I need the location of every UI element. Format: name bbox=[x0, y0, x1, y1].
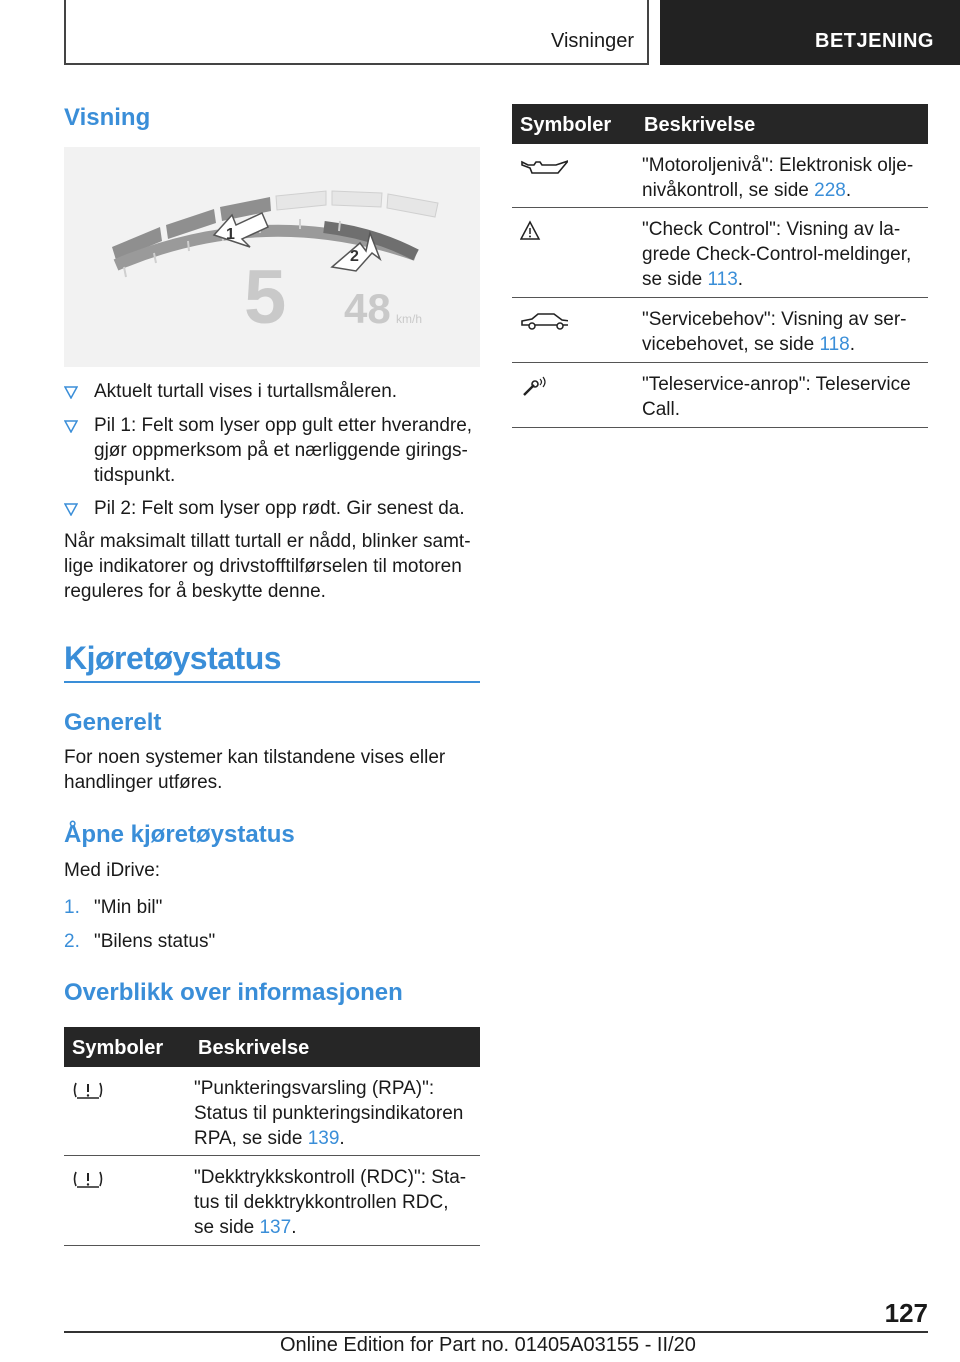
table-header bbox=[512, 104, 928, 144]
tire-pressure-warning-icon bbox=[72, 1168, 120, 1190]
page-link[interactable]: 118 bbox=[819, 334, 850, 355]
page-link[interactable]: 228 bbox=[814, 180, 846, 201]
bullet-text: Pil 2: Felt som lyser opp rødt. Gir senest da. bbox=[94, 498, 465, 519]
gear-indicator: 5 bbox=[244, 255, 287, 340]
oil-can-icon bbox=[520, 156, 568, 178]
header-section-title: Visninger bbox=[550, 30, 634, 52]
bullet-text: tidspunkt. bbox=[94, 465, 176, 486]
table-row bbox=[512, 298, 928, 363]
bullet-text: Pil 1: Felt som lyser opp gult etter hverandre, bbox=[94, 415, 473, 436]
paragraph-line: For noen systemer kan tilstandene vises eller bbox=[64, 747, 446, 768]
page-link[interactable]: 139 bbox=[307, 1128, 340, 1149]
row-description: "Punkteringsvarsling (RPA)": Status til punkteringsindikatoren RPA, se side 139. bbox=[194, 1078, 464, 1149]
bullet-triangle-icon bbox=[64, 419, 78, 433]
bullet-text: gjør oppmerksom på et nærliggende girings- bbox=[94, 440, 468, 461]
row-description: "Servicebehov": Visning av ser- vicebehovet, se side 118. bbox=[642, 309, 907, 355]
overview-table bbox=[64, 1027, 480, 1246]
step-number: 1. bbox=[64, 897, 80, 918]
footer-edition: Online Edition for Part no. 01405A03155 - II/20 bbox=[280, 1334, 696, 1356]
row-description: "Dekktrykkskontroll (RDC)": Sta- tus til dekktrykkontrollen RDC, se side 137. bbox=[194, 1167, 467, 1238]
step-text: "Min bil" bbox=[94, 897, 163, 918]
speed-readout: 48 bbox=[344, 285, 391, 332]
speed-unit: km/h bbox=[396, 312, 423, 326]
col-symbols: Symboler bbox=[520, 114, 612, 136]
generelt-heading: Generelt bbox=[64, 709, 162, 736]
tire-pressure-warning-icon bbox=[72, 1079, 120, 1101]
overview-heading: Overblikk over informasjonen bbox=[64, 979, 403, 1006]
table-row bbox=[512, 144, 928, 208]
step-text: "Bilens status" bbox=[94, 931, 216, 952]
page-link[interactable]: 137 bbox=[259, 1217, 292, 1238]
bullet-triangle-icon bbox=[64, 385, 78, 399]
open-status-heading: Åpne kjøretøystatus bbox=[64, 821, 295, 848]
paragraph-line: handlinger utføres. bbox=[64, 772, 223, 793]
open-status-intro: Med iDrive: bbox=[64, 860, 161, 881]
symbols-table bbox=[512, 104, 928, 428]
chapter-title: Kjøretøystatus bbox=[64, 640, 282, 676]
table-row bbox=[512, 363, 928, 428]
bullet-text: Aktuelt turtall vises i turtallsmåleren. bbox=[94, 381, 398, 402]
row-description: "Teleservice-anrop": Teleservice Call. bbox=[642, 374, 911, 420]
table-row bbox=[64, 1156, 480, 1246]
col-symbols: Symboler bbox=[72, 1037, 164, 1059]
footer-rule bbox=[64, 1331, 928, 1333]
table-header bbox=[64, 1027, 480, 1067]
paragraph-line: Når maksimalt tillatt turtall er nådd, blinker samt- bbox=[64, 531, 471, 552]
bullet-triangle-icon bbox=[64, 502, 78, 516]
col-description: Beskrivelse bbox=[644, 114, 756, 136]
arrow-1-label: 1 bbox=[226, 226, 235, 243]
row-description: "Check Control": Visning av la- grede Check-Control-meldinger, se side 113. bbox=[642, 219, 912, 290]
page-number: 127 bbox=[884, 1298, 928, 1328]
warning-triangle-icon bbox=[520, 220, 568, 242]
tachometer-illustration bbox=[64, 147, 480, 367]
header-chapter-box bbox=[660, 0, 960, 65]
table-row bbox=[512, 208, 928, 298]
header-chapter-title: BETJENING bbox=[815, 30, 934, 52]
page-link[interactable]: 113 bbox=[707, 269, 738, 290]
wrench-signal-icon bbox=[520, 375, 568, 397]
header-section-box bbox=[64, 0, 649, 65]
table-row bbox=[64, 1067, 480, 1156]
row-description: "Motoroljenivå": Elektronisk olje- nivåkontroll, se side 228. bbox=[642, 155, 914, 201]
arrow-2-label: 2 bbox=[350, 248, 359, 265]
paragraph-line: reguleres for å beskytte denne. bbox=[64, 581, 326, 602]
step-number: 2. bbox=[64, 931, 80, 952]
col-description: Beskrivelse bbox=[198, 1037, 310, 1059]
paragraph-line: lige indikatorer og drivstofftilførselen til motoren bbox=[64, 556, 462, 577]
title-rule bbox=[64, 681, 480, 683]
car-service-icon bbox=[520, 310, 568, 332]
visning-heading: Visning bbox=[64, 104, 151, 131]
